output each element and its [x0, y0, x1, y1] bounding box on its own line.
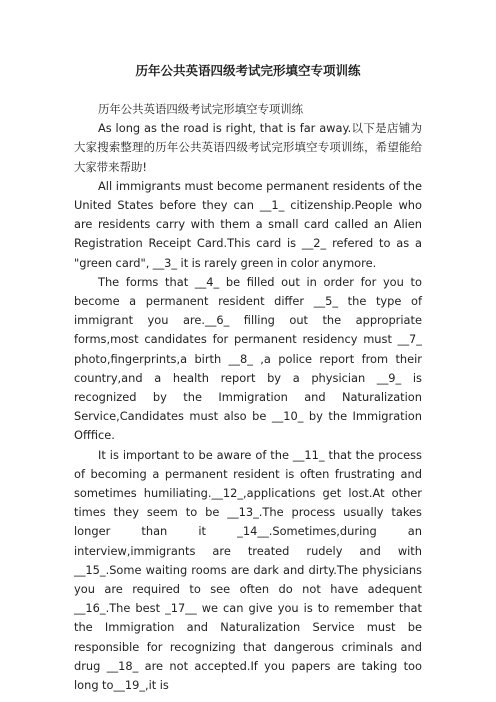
- paragraph-intro: As long as the road is right, that is far away.以下是店铺为大家搜索整理的历年公共英语四级考试完形填空专项训练，希望能给大家带来帮助!: [74, 121, 422, 174]
- paragraph-subtitle: 历年公共英语四级考试完形填空专项训练: [98, 102, 304, 116]
- paragraph-body-3: It is important to be aware of the __11_ that the process of becoming a permanent resident is often frustrating and sometimes humiliating.__12_,applications get lost.At other times they seem to be __13_.The process usually takes longer than it _14__.Sometimes,during an interview,immigrants are treated rudely and with __15_.Some waiting rooms are dark and dirty.The physicians you are required to see often do not have adequent __16_.The best _17__ we can give you is to remember that the Immigration and Naturalization Service must be responsible for recognizing that dangerous criminals and drug __18_ are not accepted.If you papers are taking too long to__19_,it is: [74, 447, 422, 693]
- paragraph-body-2: The forms that __4_ be filled out in order for you to become a permanent resident differ __5_ the type of immigrant you are.__6_ filling out the appropriate forms,most candidates for permanent residency must __7_ photo,fingerprints,a birth __8_ ,a police report from their country,and a health report by a physician __9_ is recognized by the Immigration and Naturalization Service,Candidates must also be __10_ by the Immigration Offfice.: [74, 274, 422, 443]
- document-title: 历年公共英语四级考试完形填空专项训练: [135, 63, 361, 78]
- paragraph-body-1: All immigrants must become permanent residents of the United States before they can __1_ citizenship.People who are residents carry with them a small card called an Alien Registration Receipt Card.This card is __2_ refered to as a "green card", __3_ it is rarely green in color anymore.: [74, 178, 422, 270]
